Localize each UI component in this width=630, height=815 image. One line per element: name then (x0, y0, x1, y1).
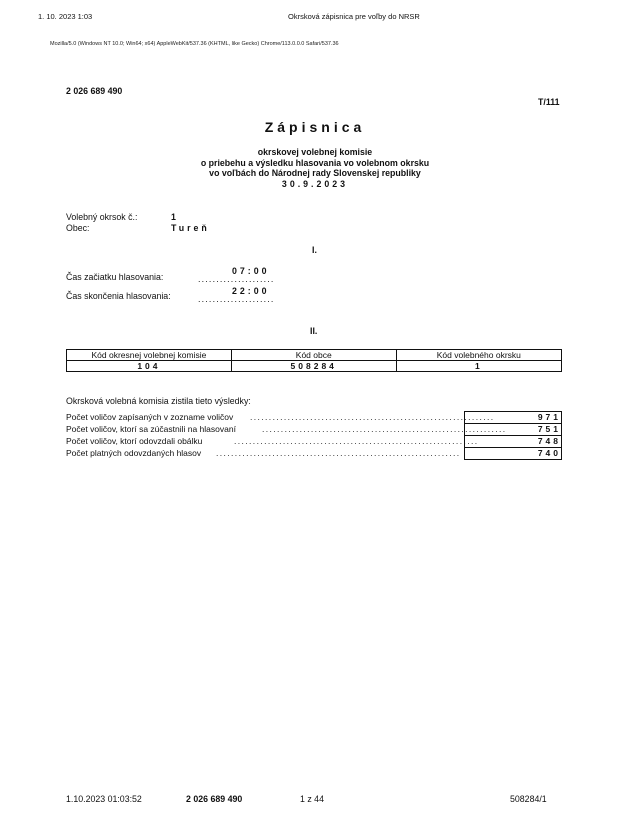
result-row-valid-votes (66, 448, 562, 460)
commission-code-value: 104 (67, 361, 232, 372)
result-value-box: 751 (464, 423, 562, 436)
district-code-value: 1 (396, 361, 561, 372)
subtitle-line: okrskovej volebnej komisie (257, 147, 373, 157)
start-time-dots: ..................... (198, 274, 275, 284)
document-subtitle (0, 147, 630, 189)
subtitle-line: vo voľbách do Národnej rady Slovenskej republiky (209, 168, 421, 178)
print-datetime: 1. 10. 2023 1:03 (38, 12, 93, 21)
section-heading-2: II. (310, 326, 318, 336)
code-table (66, 349, 562, 372)
document-title: Zápisnica (264, 119, 366, 135)
result-dots: ................................................................. (216, 448, 461, 458)
results-intro: Okrsková volebná komisia zistila tieto výsledky: (66, 396, 251, 406)
municipality-code-value: 508284 (231, 361, 396, 372)
result-label: Počet voličov, ktorí odovzdali obálku (66, 436, 203, 446)
code-table-header: Kód volebného okrsku (396, 350, 561, 361)
election-date: 30.9.2023 (281, 178, 349, 189)
form-code: T/111 (538, 97, 560, 107)
document-barcode-number: 2 026 689 490 (66, 86, 123, 96)
result-value-box: 971 (464, 411, 562, 424)
footer-timestamp: 1.10.2023 01:03:52 (66, 794, 142, 804)
code-table-header: Kód obce (231, 350, 396, 361)
footer-doc-id: 508284/1 (510, 794, 547, 804)
end-time-dots: ..................... (198, 294, 275, 304)
result-label: Počet platných odovzdaných hlasov (66, 448, 202, 458)
code-table-header-row (67, 350, 562, 361)
code-table-value-row (67, 361, 562, 372)
municipality-label: Obec: (66, 223, 90, 233)
result-label: Počet voličov, ktorí sa zúčastnili na hlasovaní (66, 424, 236, 434)
district-value: 1 (171, 212, 176, 222)
subtitle-line: o priebehu a výsledku hlasovania vo volebnom okrsku (200, 157, 430, 168)
result-value-box: 748 (464, 435, 562, 448)
result-dots: ................................................................. (262, 424, 507, 434)
result-value-box: 740 (464, 447, 562, 460)
start-time-label: Čas začiatku hlasovania: (66, 272, 164, 282)
district-label: Volebný okrsok č.: (66, 212, 138, 222)
code-table-header: Kód okresnej volebnej komisie (67, 350, 232, 361)
footer-page-number: 1 z 44 (300, 794, 324, 804)
end-time-value: 22:00 (232, 286, 270, 296)
result-label: Počet voličov zapísaných v zozname voličov (66, 412, 234, 422)
section-heading-1: I. (312, 245, 317, 255)
user-agent-string: Mozilla/5.0 (Windows NT 10.0; Win64; x64) AppleWebKit/537.36 (KHTML, like Gecko) Chrome/113.0.0.0 Safari/537.36 (50, 41, 339, 47)
municipality-value: Tureň (171, 223, 210, 233)
print-page-title: Okrsková zápisnica pre voľby do NRSR (288, 12, 420, 21)
start-time-value: 07:00 (232, 266, 270, 276)
footer-barcode-number: 2 026 689 490 (186, 794, 243, 804)
result-dots: ................................................................. (234, 436, 479, 446)
end-time-label: Čas skončenia hlasovania: (66, 291, 171, 301)
result-dots: ................................................................. (250, 412, 495, 422)
